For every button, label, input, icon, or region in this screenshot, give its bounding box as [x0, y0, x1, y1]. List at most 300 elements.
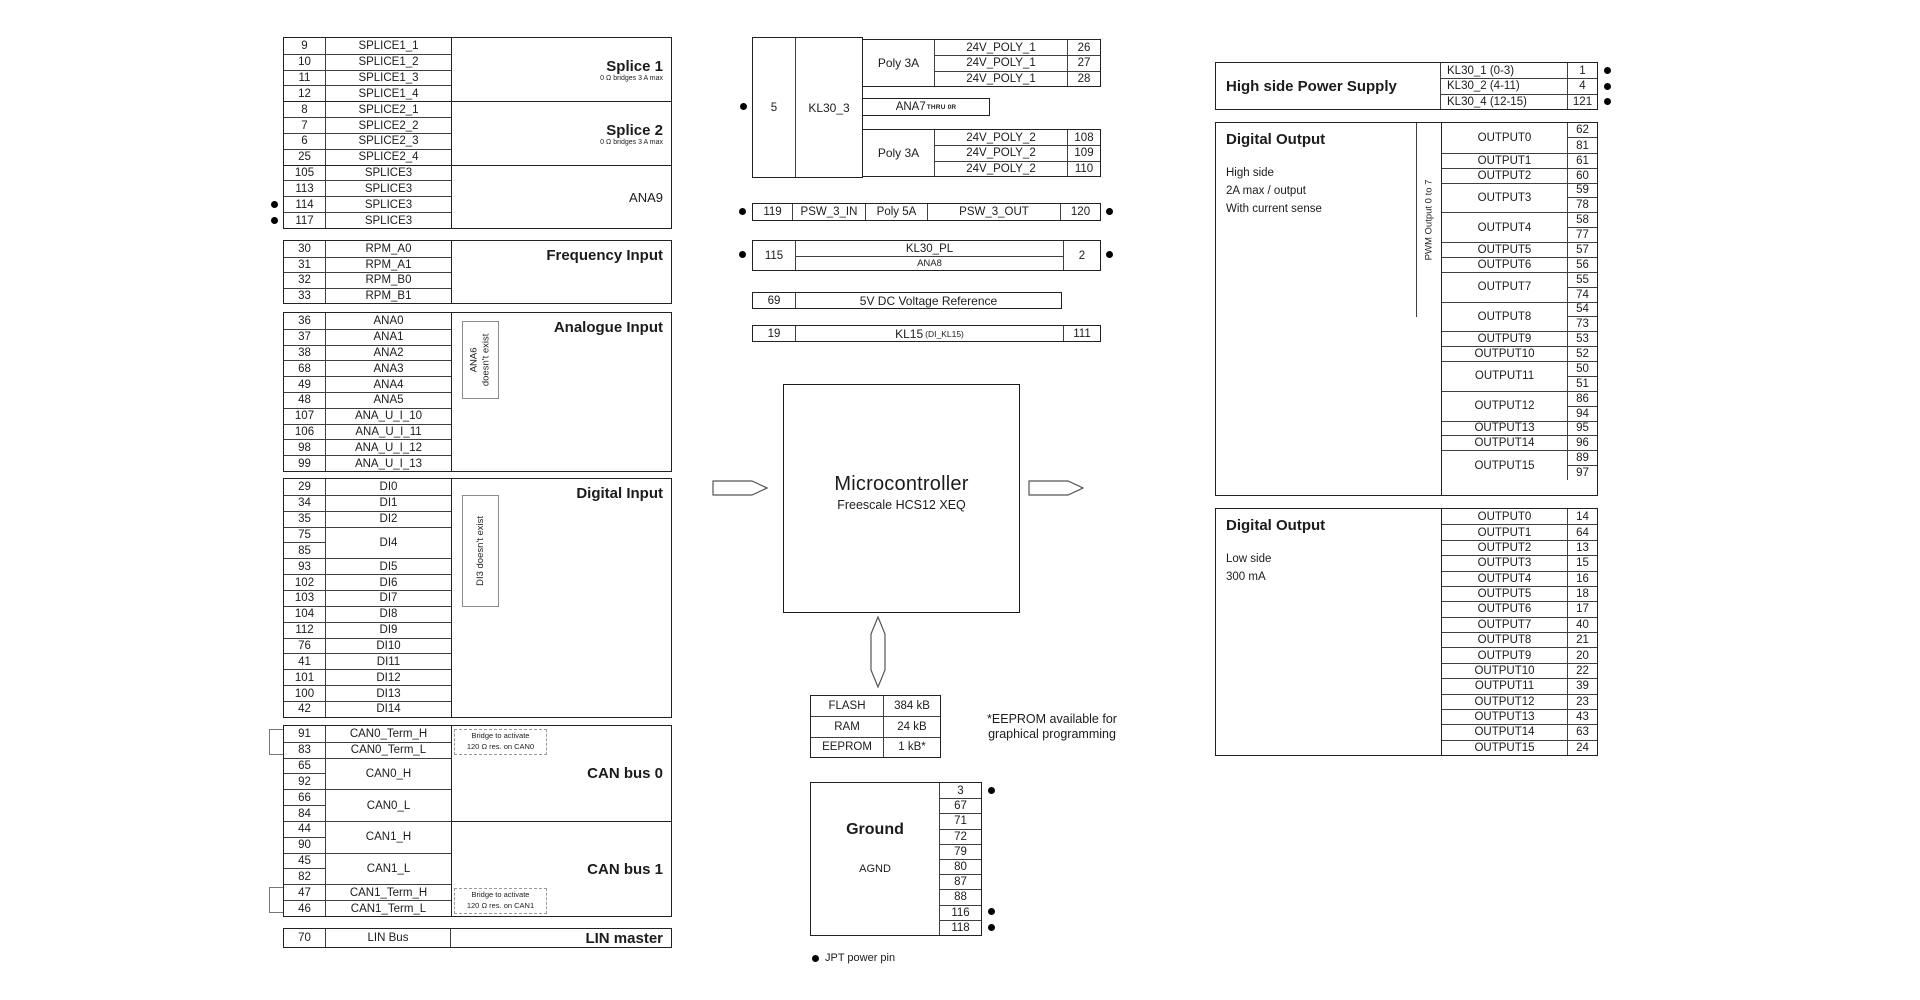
signal-name: OUTPUT14	[1474, 437, 1535, 450]
pin-cells	[1567, 541, 1597, 555]
pin-cells	[284, 118, 326, 133]
pin-row	[284, 180, 451, 196]
signal-name: SPLICE3	[364, 167, 413, 180]
signal-name: 24V_POLY_1	[966, 72, 1036, 85]
pin-row	[284, 479, 451, 495]
pin-number: 60	[1576, 169, 1589, 182]
pin-cells	[284, 639, 326, 654]
pin-row	[284, 165, 451, 181]
pin-number: 76	[298, 640, 311, 653]
signal-name: LIN Bus	[326, 929, 451, 947]
signal-name: OUTPUT0	[1477, 510, 1532, 523]
pin-cells	[1567, 556, 1597, 570]
pin-cells	[1567, 436, 1597, 450]
pin-number: 49	[298, 378, 311, 391]
signal-name: KL30_3	[808, 100, 850, 115]
pin-row	[940, 889, 981, 904]
description-line: High side	[1226, 167, 1274, 179]
signal-name: OUTPUT2	[1477, 541, 1532, 554]
pin-cells	[284, 38, 326, 54]
pin-cells	[883, 717, 940, 736]
pin-cells	[284, 575, 326, 590]
signal-name: DI6	[379, 576, 398, 589]
agnd-label: AGND	[859, 863, 891, 875]
pin-cells	[284, 197, 326, 212]
signal-name: CAN0_Term_H	[349, 727, 428, 740]
pin-number: 30	[298, 242, 311, 255]
pin-row	[1442, 571, 1597, 586]
signal-name: OUTPUT3	[1477, 557, 1532, 570]
pin-number: 27	[1077, 57, 1091, 70]
ana6-note-box	[462, 321, 499, 399]
pin-number: 121	[1572, 95, 1593, 108]
signal-name: OUTPUT14	[1474, 726, 1535, 739]
pin-number: 384 kB	[894, 700, 930, 713]
pin-number: 78	[1568, 197, 1597, 212]
pin-number: 16	[1576, 572, 1589, 585]
pin-number: 42	[298, 703, 311, 716]
pin-number: 11	[298, 72, 311, 85]
frequency-input-title: Frequency Input	[546, 247, 663, 264]
divider	[451, 241, 452, 303]
jpt-power-pin-dot	[271, 201, 278, 208]
signal-name: SPLICE1_3	[358, 72, 419, 85]
pin-number: 91	[298, 727, 311, 740]
ground-pin-table	[940, 783, 981, 935]
pin-row	[284, 85, 451, 101]
pin-number: 120	[1070, 206, 1091, 218]
can1-bridge-note-line1: Bridge to activate	[471, 890, 530, 899]
jpt-power-pin-dot	[1604, 98, 1611, 105]
pin-row	[1442, 740, 1597, 755]
pin-cells	[940, 906, 981, 920]
pin-row	[935, 71, 1100, 86]
pin-cells	[284, 409, 326, 424]
pin-cells	[284, 150, 326, 165]
pin-number: 86	[1576, 392, 1589, 405]
pin-row	[1442, 694, 1597, 709]
signal-name: OUTPUT1	[1477, 154, 1532, 167]
pin-row	[284, 117, 451, 133]
pin-row	[1442, 450, 1597, 480]
signal-name: OUTPUT4	[1477, 572, 1532, 585]
pin-row	[284, 424, 451, 440]
ana9-label: ANA9	[629, 189, 663, 205]
signal-name: CAN0_H	[365, 767, 412, 780]
can0-term-bridge-icon	[269, 729, 283, 755]
pin-cells	[284, 440, 326, 455]
pin-number: 84	[284, 805, 325, 821]
signal-name: OUTPUT12	[1474, 695, 1535, 708]
ana7-sub: THRU 0R	[926, 104, 957, 111]
memory-rows	[811, 696, 940, 757]
signal-name: DI11	[376, 655, 401, 668]
pin-cells	[940, 783, 981, 798]
pin-number: 6	[301, 135, 308, 148]
pin-number: 111	[1063, 326, 1100, 341]
poly-3a-group-1	[862, 39, 1101, 87]
signal-name: KL30_1 (0-3)	[1447, 64, 1515, 77]
signal-name: OUTPUT11	[1474, 680, 1535, 693]
pin-row	[284, 408, 451, 424]
pin-number: 2	[1063, 241, 1100, 270]
can1-bridge-note	[454, 888, 547, 914]
di3-note-box	[462, 495, 499, 607]
pin-cells	[1567, 303, 1597, 332]
pin-number: 104	[294, 608, 315, 621]
signal-name: SPLICE2_3	[358, 135, 419, 148]
signal-name: OUTPUT4	[1477, 221, 1532, 234]
ana6-note-line2: doesn't exist	[480, 333, 492, 387]
digital-input-section	[283, 478, 672, 718]
pin-row	[940, 783, 981, 798]
pin-cells	[1567, 602, 1597, 616]
pin-number: 69	[753, 293, 796, 308]
pin-number: 54	[1576, 303, 1589, 316]
pin-cells	[284, 273, 326, 288]
pin-number: 105	[294, 167, 315, 180]
pin-number: 20	[1576, 649, 1589, 662]
pin-cells	[1567, 741, 1597, 755]
pin-number: 94	[1568, 406, 1597, 421]
signal-name: OUTPUT0	[1477, 131, 1532, 144]
signal-name: OUTPUT6	[1477, 258, 1532, 271]
pin-number: 52	[1576, 348, 1589, 361]
jpt-power-pin-dot	[988, 787, 995, 794]
pin-cells	[940, 830, 981, 844]
pin-cells	[1567, 695, 1597, 709]
pin-number: 67	[954, 800, 967, 813]
pin-cells	[284, 670, 326, 685]
signal-name: DI8	[379, 608, 398, 621]
pin-cells	[284, 591, 326, 606]
pin-row	[1442, 709, 1597, 724]
pin-number: 29	[298, 480, 311, 493]
pin-cells	[284, 743, 326, 758]
signal-name: SPLICE2_4	[358, 151, 419, 164]
jpt-power-pin-dot	[1106, 251, 1113, 258]
pin-row	[1442, 540, 1597, 555]
pin-number: 103	[294, 592, 315, 605]
pin-number: 80	[954, 861, 967, 874]
pin-cells	[284, 654, 326, 669]
pin-number: 95	[1576, 422, 1589, 435]
poly1-rows	[935, 40, 1100, 86]
pin-cells	[284, 330, 326, 345]
pin-number: 113	[295, 182, 314, 195]
microcontroller-block	[783, 384, 1020, 613]
pin-row	[1442, 435, 1597, 450]
ground-title: Ground	[846, 821, 904, 838]
pin-number: 112	[295, 624, 314, 637]
signal-name: OUTPUT8	[1477, 310, 1532, 323]
legend	[812, 952, 895, 964]
signal-name: ANA0	[373, 314, 404, 327]
pin-row	[284, 455, 451, 471]
digital-input-title: Digital Input	[576, 485, 663, 502]
signal-name: ANA_U_I_12	[354, 441, 423, 454]
pin-row	[284, 511, 451, 527]
pin-number: 25	[298, 151, 311, 164]
ana6-note-text	[469, 334, 493, 387]
eeprom-note	[952, 712, 1152, 742]
kl15-main: KL15	[895, 326, 924, 341]
pin-row	[284, 590, 451, 606]
analogue-input-title: Analogue Input	[553, 319, 663, 336]
pin-row	[284, 758, 451, 790]
pin-row	[284, 272, 451, 288]
pin-number: 45	[298, 855, 311, 868]
signal-name: CAN1_Term_H	[349, 886, 428, 899]
pin-row	[284, 196, 451, 212]
splice2-note: 0 Ω bridges 3 A max	[600, 138, 663, 146]
jpt-power-pin-dot	[739, 251, 746, 258]
pin-number: 118	[951, 921, 970, 934]
kl30-3-block	[752, 37, 863, 178]
pin-cells	[1067, 162, 1100, 176]
pin-number: 24 kB	[897, 720, 927, 733]
signal-name: ANA2	[373, 346, 404, 359]
digital-output-high-section	[1215, 122, 1598, 496]
signal-name: RPM_A0	[365, 242, 412, 255]
pwm-strip	[1416, 123, 1441, 317]
pwm-strip-label: PWM Output 0 to 7	[1423, 179, 1435, 261]
pin-row	[284, 900, 451, 916]
signal-name: ANA8	[917, 258, 942, 269]
digital-output-low-pin-table	[1442, 509, 1597, 755]
signal-name: SPLICE1_2	[358, 56, 419, 69]
pin-cells	[1067, 56, 1100, 70]
pin-row	[1441, 94, 1597, 109]
pin-row	[284, 558, 451, 574]
pin-row	[284, 241, 451, 257]
pin-number: 21	[1576, 634, 1589, 647]
eeprom-note-line1: *EEPROM available for	[987, 712, 1117, 726]
poly-3a-label: Poly 3A	[863, 40, 935, 86]
digital-input-pin-table	[284, 479, 451, 717]
pin-number: 108	[1074, 131, 1094, 144]
pin-number: 39	[1576, 680, 1589, 693]
pin-cells	[1567, 169, 1597, 183]
hs-power-pin-table	[1441, 63, 1597, 109]
pin-row	[284, 789, 451, 821]
pin-row	[284, 133, 451, 149]
splice1-group	[452, 38, 671, 101]
pin-row	[284, 821, 451, 853]
pin-cells	[284, 241, 326, 257]
pin-row	[1442, 153, 1597, 168]
signal-name: OUTPUT15	[1474, 741, 1535, 754]
signal-name: DI12	[376, 671, 401, 684]
signal-name: 24V_POLY_1	[966, 57, 1036, 70]
pin-number: 46	[298, 902, 311, 915]
pin-row	[1442, 601, 1597, 616]
digital-output-low-title: Digital Output	[1226, 517, 1326, 534]
pin-cells	[284, 726, 326, 742]
pin-cells	[1567, 123, 1597, 153]
digital-output-low-section	[1215, 508, 1598, 756]
kl30-pl-row	[752, 240, 1101, 271]
signal-name: PSW_3_IN	[793, 204, 866, 220]
can0-bridge-note-line2: 120 Ω res. on CAN0	[466, 741, 535, 751]
pin-number: 18	[1576, 588, 1589, 601]
pin-row	[1442, 524, 1597, 539]
pin-number: 53	[1576, 333, 1589, 346]
can0-bridge-note	[454, 729, 547, 755]
signal-name	[796, 326, 1063, 341]
splice1-label: Splice 1	[606, 57, 663, 75]
pin-row	[284, 149, 451, 165]
pin-row	[284, 606, 451, 622]
pin-cells	[940, 875, 981, 889]
pin-number: 102	[294, 576, 315, 589]
pin-cells	[1567, 362, 1597, 391]
pin-row	[935, 130, 1100, 145]
pin-number: 71	[954, 815, 967, 828]
pin-number: 96	[1576, 437, 1589, 450]
pin-number: 89	[1576, 452, 1589, 465]
pin-number: 107	[294, 410, 315, 423]
signal-name: OUTPUT5	[1477, 588, 1532, 601]
pin-number: 55	[1576, 273, 1589, 286]
pin-row	[284, 392, 451, 408]
pin-cells	[1567, 679, 1597, 693]
pin-cells	[284, 623, 326, 638]
pin-number: 3	[957, 784, 964, 797]
pin-number: 72	[954, 830, 967, 843]
pin-number: 8	[301, 103, 308, 116]
pin-number: 106	[294, 425, 315, 438]
signal-name: RPM_A1	[365, 258, 412, 271]
signal-name: SPLICE3	[364, 198, 413, 211]
signal-name: RAM	[834, 720, 860, 733]
pin-row	[284, 257, 451, 273]
pin-cells	[284, 528, 326, 559]
pin-row	[284, 622, 451, 638]
pin-number: 98	[298, 441, 311, 454]
output-arrow-icon	[1028, 480, 1084, 496]
signal-name: DI1	[379, 497, 398, 510]
signal-name: OUTPUT9	[1477, 649, 1532, 662]
jpt-power-pin-dot	[988, 924, 995, 931]
pin-number: 5	[753, 38, 796, 177]
pin-number: 12	[298, 87, 311, 100]
pin-row	[940, 813, 981, 828]
pin-row	[940, 859, 981, 874]
pin-row	[284, 495, 451, 511]
signal-name: OUTPUT8	[1477, 634, 1532, 647]
pin-cells	[940, 860, 981, 874]
pin-number: 119	[753, 204, 793, 220]
pin-row	[1442, 555, 1597, 570]
pin-number: 61	[1576, 154, 1589, 167]
di3-note-text: DI3 doesn't exist	[474, 516, 486, 586]
input-arrow-icon	[712, 480, 768, 496]
pin-cells	[1567, 648, 1597, 662]
pin-cells	[284, 496, 326, 511]
can0-bridge-note-line1: Bridge to activate	[471, 731, 530, 740]
signal-name: DI4	[379, 536, 398, 549]
pin-number: 7	[301, 119, 308, 132]
pin-cells	[284, 425, 326, 440]
pin-row	[1442, 586, 1597, 601]
pin-cells	[1567, 184, 1597, 213]
signal-name: DI7	[379, 592, 398, 605]
pin-cells	[1567, 347, 1597, 361]
pin-number: 38	[298, 346, 311, 359]
microcontroller-subtitle: Freescale HCS12 XEQ	[837, 498, 966, 512]
pin-cells	[1567, 332, 1597, 346]
signal-name: SPLICE2_1	[358, 103, 419, 116]
signal-name: SPLICE3	[364, 182, 413, 195]
signal-name: ANA_U_I_10	[354, 410, 423, 423]
pin-row	[284, 101, 451, 117]
can-bus-section	[283, 725, 672, 917]
pin-cells	[284, 479, 326, 495]
pin-cells	[1567, 587, 1597, 601]
signal-name: FLASH	[828, 700, 866, 713]
pin-cells	[284, 361, 326, 376]
pin-number: 23	[1576, 695, 1589, 708]
jpt-power-pin-dot	[740, 103, 747, 110]
pin-row	[1442, 331, 1597, 346]
vref-row	[752, 292, 1062, 309]
pin-number: 41	[298, 655, 311, 668]
pin-number: 93	[298, 560, 311, 573]
pin-number: 83	[298, 744, 311, 757]
pin-row	[940, 798, 981, 813]
signal-name: DI10	[376, 640, 401, 653]
signal-name: OUTPUT10	[1474, 664, 1535, 677]
poly-5a-label: Poly 5A	[866, 204, 928, 220]
pin-row	[284, 313, 451, 329]
pin-number: 62	[1576, 124, 1589, 137]
kl30-pl-names	[796, 241, 1063, 270]
pin-number: 1 kB*	[898, 741, 926, 754]
pin-cells	[284, 313, 326, 329]
poly2-rows	[935, 130, 1100, 176]
splice2-group	[452, 102, 671, 165]
pin-number: 66	[298, 791, 311, 804]
pin-number: 47	[298, 886, 311, 899]
pin-number: 50	[1576, 362, 1589, 375]
pin-row	[1442, 123, 1597, 153]
pin-row	[284, 726, 451, 742]
pin-number: 56	[1576, 258, 1589, 271]
pin-row	[1442, 632, 1597, 647]
pin-number: 51	[1568, 376, 1597, 391]
pin-cells	[1567, 725, 1597, 739]
signal-name: EEPROM	[822, 741, 872, 754]
signal-name: CAN1_H	[365, 831, 412, 844]
pin-cells	[284, 686, 326, 701]
pin-row	[940, 844, 981, 859]
pin-row	[284, 653, 451, 669]
pin-number: 110	[1074, 162, 1094, 175]
pin-cells	[284, 854, 326, 885]
pin-row	[1442, 212, 1597, 242]
pin-cells	[1567, 95, 1597, 109]
signal-name: CAN1_Term_L	[350, 902, 427, 915]
pin-row	[284, 574, 451, 590]
pin-cells	[1567, 710, 1597, 724]
poly-3a-group-2	[862, 129, 1101, 177]
signal-name: OUTPUT6	[1477, 603, 1532, 616]
signal-name: 24V_POLY_2	[966, 162, 1036, 175]
signal-name: DI2	[379, 513, 398, 526]
jpt-power-pin-dot	[271, 217, 278, 224]
signal-name: ANA1	[373, 331, 404, 344]
